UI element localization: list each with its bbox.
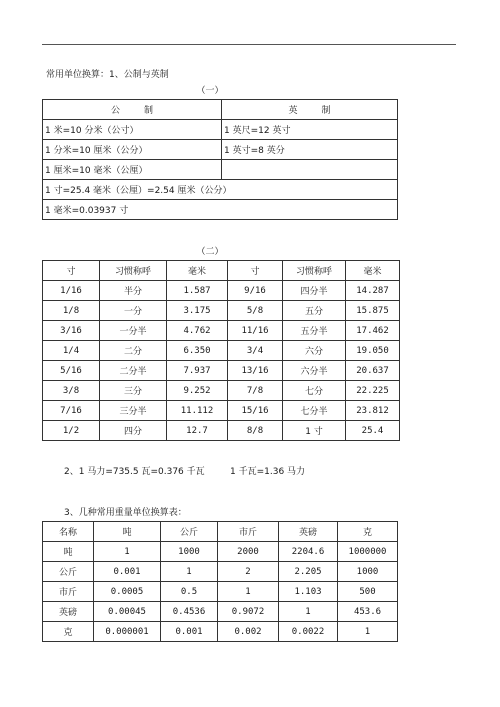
table-cell: 1: [161, 562, 218, 582]
header-imperial: 英 制: [222, 100, 398, 120]
table-cell: 500: [338, 582, 398, 602]
table-cell: 11.112: [167, 401, 228, 421]
header-cell: 公斤: [161, 522, 218, 542]
table-cell: 三分: [100, 381, 167, 401]
header-cell: 市斤: [218, 522, 279, 542]
table-cell: 三分半: [100, 401, 167, 421]
table-cell: 一分半: [100, 321, 167, 341]
table-row: [43, 200, 398, 220]
header-cell: 吨: [94, 522, 161, 542]
table-cell: 1.103: [279, 582, 338, 602]
table-cell: 0.002: [218, 622, 279, 642]
weight-conversion-table: [42, 521, 398, 642]
header-cell: 习惯称呼: [283, 261, 346, 281]
section3-heading: 3、几种常用重量单位换算表：: [64, 508, 187, 518]
table-row: [43, 421, 400, 441]
table-row: [43, 622, 398, 642]
table-cell: 7.937: [167, 361, 228, 381]
table-cell: 0.001: [94, 562, 161, 582]
table-cell: 7/8: [228, 381, 283, 401]
header-cell: 习惯称呼: [100, 261, 167, 281]
table-cell: 二分: [100, 341, 167, 361]
header-cell: 毫米: [346, 261, 400, 281]
table-cell: 1 寸=25.4 毫米（公厘）=2.54 厘米（公分）: [43, 180, 398, 200]
table2-label: （二）: [196, 247, 224, 257]
table-cell: 六分: [283, 341, 346, 361]
table-cell: 四分: [100, 421, 167, 441]
header-cell: 名称: [43, 522, 94, 542]
table-cell: 19.050: [346, 341, 400, 361]
table-cell: 1 寸: [283, 421, 346, 441]
table-cell: 5/8: [228, 301, 283, 321]
table-cell: 5/16: [43, 361, 100, 381]
table-row: [43, 321, 400, 341]
table-row: [43, 301, 400, 321]
table-cell: 9.252: [167, 381, 228, 401]
table-cell: 市斤: [43, 582, 94, 602]
table-cell: 吨: [43, 542, 94, 562]
inch-conversion-table: [42, 260, 400, 441]
table-cell: 9/16: [228, 281, 283, 301]
table-cell: 1 毫米=0.03937 寸: [43, 200, 398, 220]
table-row: [43, 180, 398, 200]
table-cell: 1 英尺=12 英寸: [222, 120, 398, 140]
header-cell: 克: [338, 522, 398, 542]
table-cell: 五分: [283, 301, 346, 321]
table-cell: 克: [43, 622, 94, 642]
table-cell: 3/8: [43, 381, 100, 401]
table-cell: 1 英寸=8 英分: [222, 140, 398, 160]
table-cell: 453.6: [338, 602, 398, 622]
table-cell: 7/16: [43, 401, 100, 421]
table-cell: 0.4536: [161, 602, 218, 622]
table-cell: 1000: [161, 542, 218, 562]
table-cell: 2204.6: [279, 542, 338, 562]
table-cell: 1000000: [338, 542, 398, 562]
table-cell: 1: [218, 582, 279, 602]
table-row: [43, 381, 400, 401]
table-cell: 25.4: [346, 421, 400, 441]
table-row: [43, 140, 398, 160]
table-cell: 七分半: [283, 401, 346, 421]
table-cell: 五分半: [283, 321, 346, 341]
table1-label: （一）: [196, 86, 224, 96]
table-cell: 1: [279, 602, 338, 622]
table-cell: 1 分米=10 厘米（公分）: [43, 140, 222, 160]
table-row: [43, 120, 398, 140]
table-cell: 1: [94, 542, 161, 562]
table-cell: 3/16: [43, 321, 100, 341]
section1-heading: 常用单位换算：1、公制与英制: [46, 70, 169, 80]
table-cell: 15.875: [346, 301, 400, 321]
table-cell: 英磅: [43, 602, 94, 622]
table-header-row: [43, 522, 398, 542]
table-cell: 0.0005: [94, 582, 161, 602]
table-cell: 1/4: [43, 341, 100, 361]
table-cell: 11/16: [228, 321, 283, 341]
table-cell: 2: [218, 562, 279, 582]
header-cell: 寸: [43, 261, 100, 281]
table-cell: 1000: [338, 562, 398, 582]
table-row: [43, 602, 398, 622]
table-row: [43, 160, 398, 180]
table-cell: 0.001: [161, 622, 218, 642]
table-cell: 1 厘米=10 毫米（公厘）: [43, 160, 222, 180]
metric-imperial-table: [42, 99, 398, 220]
table-cell: 1/8: [43, 301, 100, 321]
table-cell: 0.9072: [218, 602, 279, 622]
table-cell: 12.7: [167, 421, 228, 441]
table-cell: 四分半: [283, 281, 346, 301]
top-rule: [42, 44, 456, 45]
table-cell: 1.587: [167, 281, 228, 301]
header-metric: 公 制: [43, 100, 222, 120]
table-row: [43, 281, 400, 301]
table-cell: 23.812: [346, 401, 400, 421]
horsepower-conversion: 2、1 马力=735.5 瓦=0.376 千瓦: [64, 467, 205, 477]
table-row: [43, 582, 398, 602]
table-cell: 1/16: [43, 281, 100, 301]
table-row: [43, 542, 398, 562]
table-cell: 4.762: [167, 321, 228, 341]
table-cell: 一分: [100, 301, 167, 321]
kilowatt-conversion: 1 千瓦=1.36 马力: [230, 467, 306, 477]
table-cell: 六分半: [283, 361, 346, 381]
header-cell: 毫米: [167, 261, 228, 281]
table-cell: 3.175: [167, 301, 228, 321]
table-cell: 8/8: [228, 421, 283, 441]
table-cell: 15/16: [228, 401, 283, 421]
table-cell: 2000: [218, 542, 279, 562]
table-cell: 七分: [283, 381, 346, 401]
table-cell: 半分: [100, 281, 167, 301]
table-row: [43, 361, 400, 381]
table-cell: 0.00045: [94, 602, 161, 622]
table-cell: 20.637: [346, 361, 400, 381]
table-cell: 1/2: [43, 421, 100, 441]
table-cell: 1 米=10 分米（公寸）: [43, 120, 222, 140]
table-cell: 0.0022: [279, 622, 338, 642]
table-cell: 22.225: [346, 381, 400, 401]
header-cell: 英磅: [279, 522, 338, 542]
table-cell: 2.205: [279, 562, 338, 582]
table-cell: 3/4: [228, 341, 283, 361]
table-cell: 14.287: [346, 281, 400, 301]
table-cell: 0.5: [161, 582, 218, 602]
header-cell: 寸: [228, 261, 283, 281]
table-header-row: [43, 100, 398, 120]
table-cell: 公斤: [43, 562, 94, 582]
table-row: [43, 562, 398, 582]
table-cell: 17.462: [346, 321, 400, 341]
table-cell: 0.000001: [94, 622, 161, 642]
table-cell: 1: [338, 622, 398, 642]
table-cell: 二分半: [100, 361, 167, 381]
table-cell: 6.350: [167, 341, 228, 361]
table-cell: [222, 160, 398, 180]
table-header-row: [43, 261, 400, 281]
table-row: [43, 401, 400, 421]
table-cell: 13/16: [228, 361, 283, 381]
table-row: [43, 341, 400, 361]
